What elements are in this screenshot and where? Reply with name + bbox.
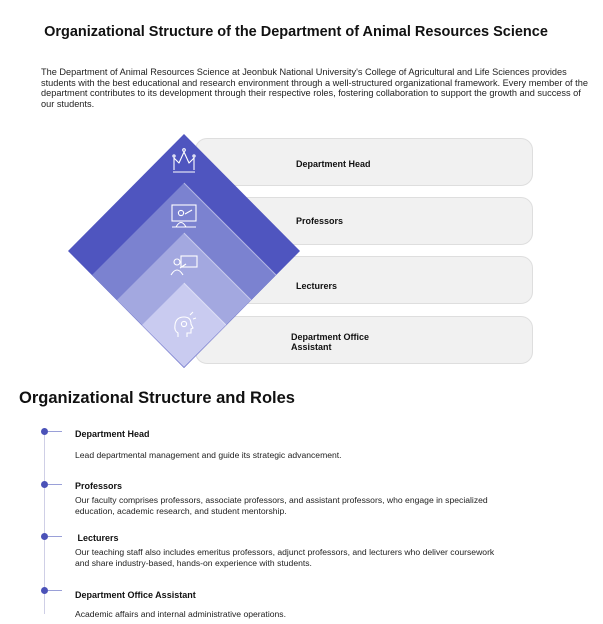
role-name-office-assistant: Department Office Assistant [75, 590, 196, 600]
label-department-head: Department Head [296, 159, 371, 169]
role-desc-professors: Our faculty comprises professors, associate professors, and assistant professors, who engage in specialized education, academic research, and student mentorship. [75, 495, 488, 516]
role-desc-office-assistant: Academic affairs and internal administrative operations. [75, 609, 286, 619]
role-desc-lecturers: Our teaching staff also includes emeritus professors, adjunct professors, and lecturers who deliver coursework and share industry-based, hands-on experience with students. [75, 547, 495, 568]
timeline-dot [41, 587, 48, 594]
label-office-assistant-line2: Assistant [291, 342, 332, 352]
intro-paragraph: The Department of Animal Resources Science at Jeonbuk National University's College of Agricultural and Life Sciences provides students with the best educational and research environment through a well-structured organizational framework. Every member of the department contributes to its development through their respective roles, fostering collaboration to support the growth and success of our students. [41, 67, 588, 109]
timeline-dot [41, 481, 48, 488]
label-lecturers: Lecturers [296, 281, 338, 291]
label-office-assistant-line1: Department Office [291, 332, 370, 342]
role-name-department-head: Department Head [75, 429, 150, 439]
section-title: Organizational Structure and Roles [19, 389, 295, 407]
timeline-tick [48, 431, 62, 432]
timeline-tick [48, 536, 62, 537]
timeline-dot [41, 428, 48, 435]
timeline-tick [48, 484, 62, 485]
label-professors: Professors [296, 216, 344, 226]
label-office-assistant [291, 332, 369, 352]
timeline-dot [41, 533, 48, 540]
page-title: Organizational Structure of the Department of Animal Resources Science [44, 24, 548, 40]
role-desc-department-head: Lead departmental management and guide its strategic advancement. [75, 450, 342, 460]
role-name-lecturers: Lecturers [75, 533, 119, 543]
role-name-professors: Professors [75, 481, 123, 491]
timeline-tick [48, 590, 62, 591]
